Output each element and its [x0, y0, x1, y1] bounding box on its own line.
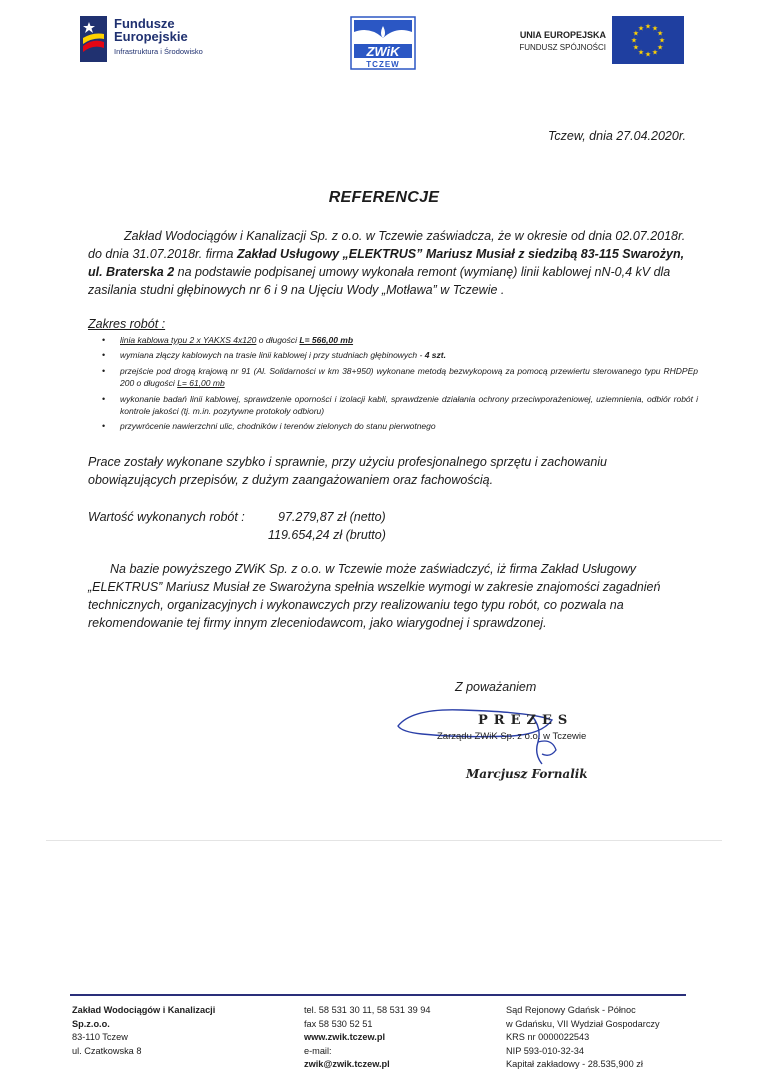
list-item: • linia kablowa typu 2 x YAKXS 4x120 o długości L= 566,00 mb [102, 334, 698, 346]
closing-phrase: Z poważaniem [455, 680, 537, 694]
footer-tel: tel. 58 531 30 11, 58 531 39 94 [304, 1005, 431, 1015]
stamp-title: PREZES [478, 713, 574, 728]
footer-registry: Sąd Rejonowy Gdańsk - Północ w Gdańsku, VII Wydział Gospodarczy KRS nr 0000022543 NIP 593-010-32-34 Kapitał zakładowy - 28.535,900 zł [506, 1005, 660, 1070]
eu-star-icon: ★ [632, 30, 640, 38]
eu-star-icon: ★ [651, 25, 659, 33]
works-value [88, 508, 386, 544]
fe-flag-mark-icon [80, 16, 107, 62]
signer-name: Marcjusz Fornalik [466, 767, 588, 781]
eu-star-icon: ★ [656, 30, 664, 38]
document-title: REFERENCJE [328, 189, 440, 206]
ue-label [488, 30, 606, 52]
eu-star-icon: ★ [656, 44, 664, 52]
eu-star-icon: ★ [637, 25, 645, 33]
eu-star-icon: ★ [644, 23, 652, 31]
list-item: • przywrócenie nawierzchni ulic, chodników i terenów zielonych do stanu pierwotnego [102, 420, 698, 432]
footer-fax: fax 58 530 52 51 [304, 1018, 373, 1029]
scope-heading: Zakres robót : [88, 317, 166, 331]
footer-contact: tel. 58 531 30 11, 58 531 39 94 fax 58 530 52 51 www.zwik.tczew.pl e-mail: zwik@zwik.tczew.pl [304, 1004, 431, 1072]
eu-star-icon: ★ [644, 51, 652, 59]
fe-logo-line2: Europejskie [114, 29, 188, 44]
fe-logo-line1: Fundusze [114, 16, 175, 31]
zwik-emblem-icon [350, 16, 416, 70]
footer-rule [70, 994, 686, 996]
eu-star-icon: ★ [658, 37, 666, 45]
zwik-logo-city: TCZEW [366, 60, 400, 69]
recommendation-paragraph: Na bazie powyższego ZWiK Sp. z o.o. w Tczewie może zaświadczyć, iż firma Zakład Usługowy „ELEKTRUS” Mariusz Musiał ze Swarożyna spełnia wszelkie wymogi w zakresie znajomości zagadnień technicznych, organizacyjnych i wykonawczych przy realizowaniu tego typu robót, co pozwala na rekomendowanie tej firmy innym zleceniodawcom, jako wiarygodnej i sprawdzonej. [88, 562, 661, 630]
fe-logo-line3: Infrastruktura i Środowisko [114, 47, 203, 56]
stamp-subtitle: Zarządu ZWiK Sp. z o.o. w Tczewie [437, 731, 587, 742]
eu-star-icon: ★ [651, 49, 659, 57]
intro-paragraph [88, 227, 698, 299]
eu-star-icon: ★ [632, 44, 640, 52]
list-item: • przejście pod drogą krajową nr 91 (Al. Solidarności w km 38+950) wykonane metodą bezwykopową za pomocą przewiertu sterowanego typu RHDPEp 200 o długości L= 61,00 mb [102, 365, 698, 390]
value-label: Wartość wykonanych robót : [88, 510, 245, 524]
footer-email-link[interactable]: zwik@zwik.tczew.pl [304, 1059, 390, 1070]
list-item: • wykonanie badań linii kablowej, sprawdzenie oporności i izolacji kabli, sprawdzenie działania ochrony przeciwporażeniowej, uziemnienia, odbiór robót i kontrole jakości (tj. m.in. pozytywne protokoły odbioru) [102, 393, 698, 418]
footer-company: Zakład Wodociągów i Kanalizacji Sp.z.o.o. 83-110 Tczew ul. Czatkowska 8 [72, 1005, 216, 1056]
zwik-logo [350, 16, 416, 70]
fundusze-europejskie-logo [80, 16, 280, 68]
ue-line2: FUNDUSZ SPÓJNOŚCI [519, 43, 606, 52]
intro-part2: na podstawie podpisanej umowy wykonała remont (wymianę) linii kablowej nN-0,4 kV dla zasilania studni głębinowych nr 6 i 9 na Ujęciu Wody „Motława” w Tczewie . [88, 265, 671, 297]
document-date: Tczew, dnia 27.04.2020r. [547, 129, 686, 143]
zwik-logo-name: ZWiK [366, 44, 400, 59]
page-divider [46, 840, 722, 841]
intro-company: Zakład Usługowy „ELEKTRUS” Mariusz Musiał z siedzibą 83-115 Swarożyn, ul. Braterska 2 [88, 247, 685, 279]
footer-www-link[interactable]: www.zwik.tczew.pl [304, 1032, 385, 1043]
list-item: • wymiana złączy kablowych na trasie linii kablowej i przy studniach głębinowych - 4 szt. [102, 349, 698, 361]
scope-list [102, 334, 698, 436]
summary-paragraph: Prace zostały wykonane szybko i sprawnie, przy użyciu profesjonalnego sprzętu i zachowaniu obowiązujących przepisów, z dużym zaangażowaniem oraz fachowością. [88, 455, 608, 487]
ue-line1: UNIA EUROPEJSKA [519, 30, 606, 40]
eu-star-icon: ★ [630, 37, 638, 45]
eu-star-icon: ★ [637, 49, 645, 57]
value-gross: 119.654,24 zł (brutto) [268, 528, 386, 542]
eu-flag-icon [612, 16, 684, 64]
intro-part1: Zakład Wodociągów i Kanalizacji Sp. z o.o. w Tczewie zaświadcza, że w okresie od dnia 02.07.2018r. do dnia 31.07.2018r. firma [88, 229, 686, 261]
value-net: 97.279,87 zł (netto) [278, 510, 386, 524]
